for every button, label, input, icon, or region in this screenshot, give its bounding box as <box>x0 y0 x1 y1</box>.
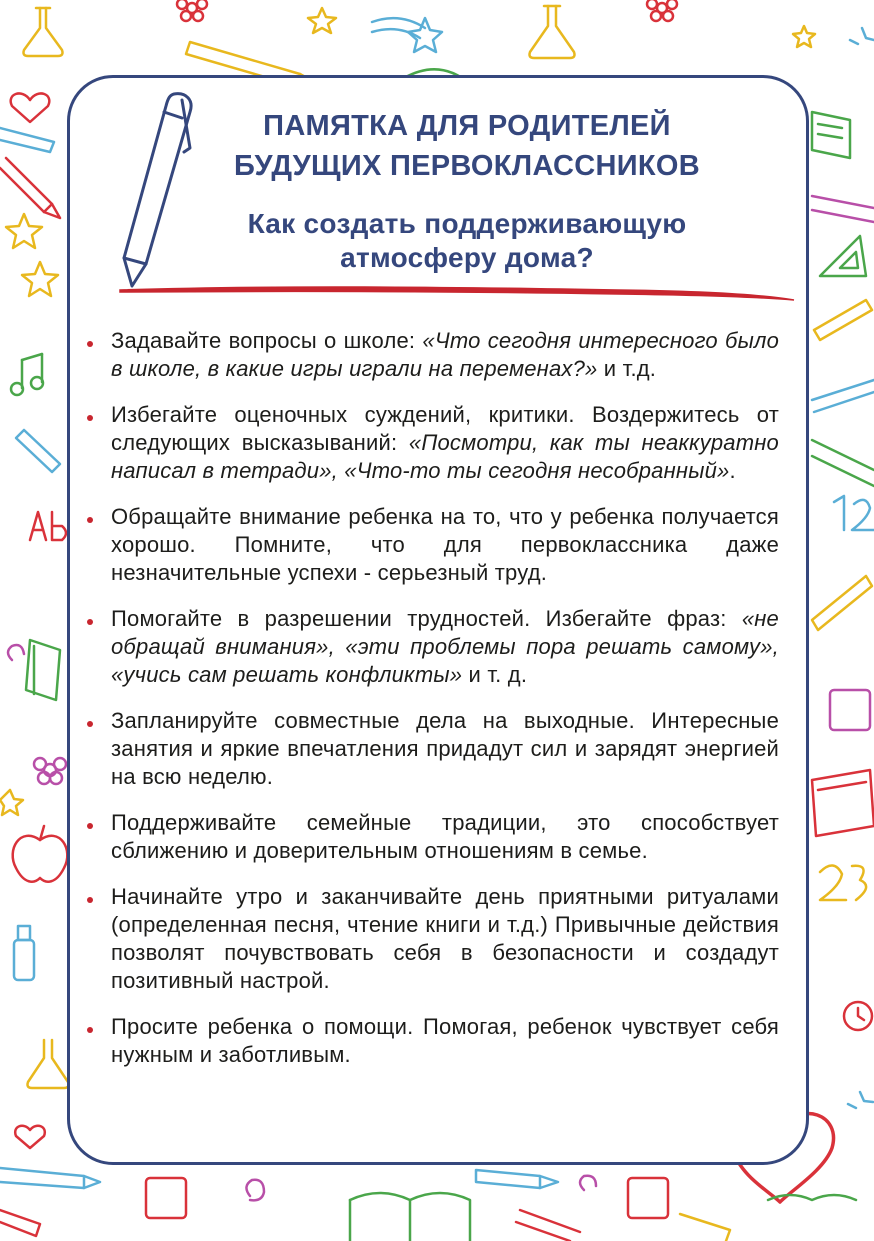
tip-quote: «Что сегодня интересного было в школе, в какие игры играли на переменах?» <box>111 328 779 381</box>
apple-icon <box>13 826 68 882</box>
tip-text: Избегайте оценочных суждений, критики. Воздержитесь от следующих высказываний: <box>111 402 779 455</box>
pencil-icon <box>812 576 872 630</box>
tip-text: Помогайте в разрешении трудностей. Избегайте фраз: <box>111 606 742 631</box>
title-line-2: БУДУЩИХ ПЕРВОКЛАССНИКОВ <box>234 150 700 182</box>
flask-icon <box>530 6 575 58</box>
numbers-icon <box>834 496 874 530</box>
tip-text: Задавайте вопросы о школе: <box>111 328 423 353</box>
tip-quote: «Посмотри, как ты неаккуратно написал в тетради», «Что-то ты сегодня несобранный» <box>111 430 779 483</box>
flask-icon <box>24 8 63 56</box>
crayon-icon <box>0 158 60 218</box>
star-icon <box>6 214 58 296</box>
star-icon <box>308 8 336 33</box>
star-icon <box>848 1092 873 1108</box>
book-icon <box>812 112 850 158</box>
tip-item <box>111 883 779 995</box>
star-icon <box>793 26 815 47</box>
tip-text: Поддерживайте семейные традиции, это способствует сближению и доверительным отношениям в семье. <box>111 810 779 863</box>
heart-icon <box>15 1126 45 1148</box>
star-icon <box>850 28 874 44</box>
sticky-note-icon <box>830 690 870 730</box>
page-title <box>150 106 784 186</box>
numbers-icon <box>820 865 866 900</box>
bullet-icon <box>87 619 93 625</box>
pencil-icon <box>16 430 60 472</box>
bullet-icon <box>87 823 93 829</box>
tip-text: Обращайте внимание ребенка на то, что у ребенка получается хорошо. Помните, что для первоклассника даже незначительные успехи - серьезный труд. <box>111 504 779 585</box>
bullet-icon <box>87 517 93 523</box>
heart-icon <box>11 93 50 122</box>
tip-text: Начинайте утро и заканчивайте день приятными ритуалами (определенная песня, чтение книги и т.д.) Привычные действия позволят почувствовать себя в безопасности и создадут позитивный настрой. <box>111 884 779 993</box>
music-note-icon <box>11 354 43 395</box>
tip-quote: «не обращай внимания», «эти проблемы пора решать самому», «учись сам решать конфликты» <box>111 606 779 687</box>
tip-item <box>111 605 779 689</box>
tip-text-after: и т.д. <box>597 356 657 381</box>
crayon-icon <box>812 196 874 222</box>
tip-text-after: . <box>729 458 736 483</box>
tip-text: Просите ребенка о помощи. Помогая, ребенок чувствует себя нужным и заботливым. <box>111 1014 779 1067</box>
pencil-icon <box>476 1170 558 1188</box>
book-icon <box>26 640 60 700</box>
chalkboard-icon <box>812 440 874 486</box>
crayon-icon <box>516 1210 580 1241</box>
swirl-icon <box>8 645 24 660</box>
glue-icon <box>14 926 34 980</box>
pencil-icon <box>812 380 874 412</box>
bullet-icon <box>87 897 93 903</box>
tip-item <box>111 401 779 485</box>
subtitle-line-1: Как создать поддерживающую <box>247 208 687 239</box>
tip-item <box>111 707 779 791</box>
flask-icon <box>28 1040 69 1088</box>
title-underline-stroke <box>118 282 798 304</box>
tip-item <box>111 809 779 865</box>
bullet-icon <box>87 341 93 347</box>
pencil-icon <box>0 128 54 152</box>
letters-icon <box>30 512 66 540</box>
tip-item <box>111 503 779 587</box>
tip-item <box>111 327 779 383</box>
subtitle-line-2: атмосферу дома? <box>340 242 594 273</box>
pencil-icon <box>0 1168 100 1188</box>
bullet-icon <box>87 721 93 727</box>
flower-icon <box>34 758 66 784</box>
bullet-icon <box>87 415 93 421</box>
tips-list <box>111 327 779 1087</box>
flower-icon <box>177 0 207 21</box>
crayon-icon <box>0 1210 40 1236</box>
clock-icon <box>844 1002 872 1030</box>
tip-item <box>111 1013 779 1069</box>
tip-text: Запланируйте совместные дела на выходные. Интересные занятия и яркие впечатления придадут сил и зарядят энергией на всю неделю. <box>111 708 779 789</box>
book-icon <box>812 770 874 836</box>
page-subtitle <box>150 207 784 275</box>
bullet-icon <box>87 1027 93 1033</box>
shooting-star-icon <box>372 18 442 52</box>
star-icon <box>0 790 23 815</box>
triangle-ruler-icon <box>820 236 866 276</box>
pencil-icon <box>680 1214 730 1241</box>
tip-text-after: и т. д. <box>462 662 528 687</box>
title-line-1: ПАМЯТКА ДЛЯ РОДИТЕЛЕЙ <box>263 110 671 142</box>
pencil-icon <box>814 300 872 340</box>
flower-icon <box>647 0 677 21</box>
